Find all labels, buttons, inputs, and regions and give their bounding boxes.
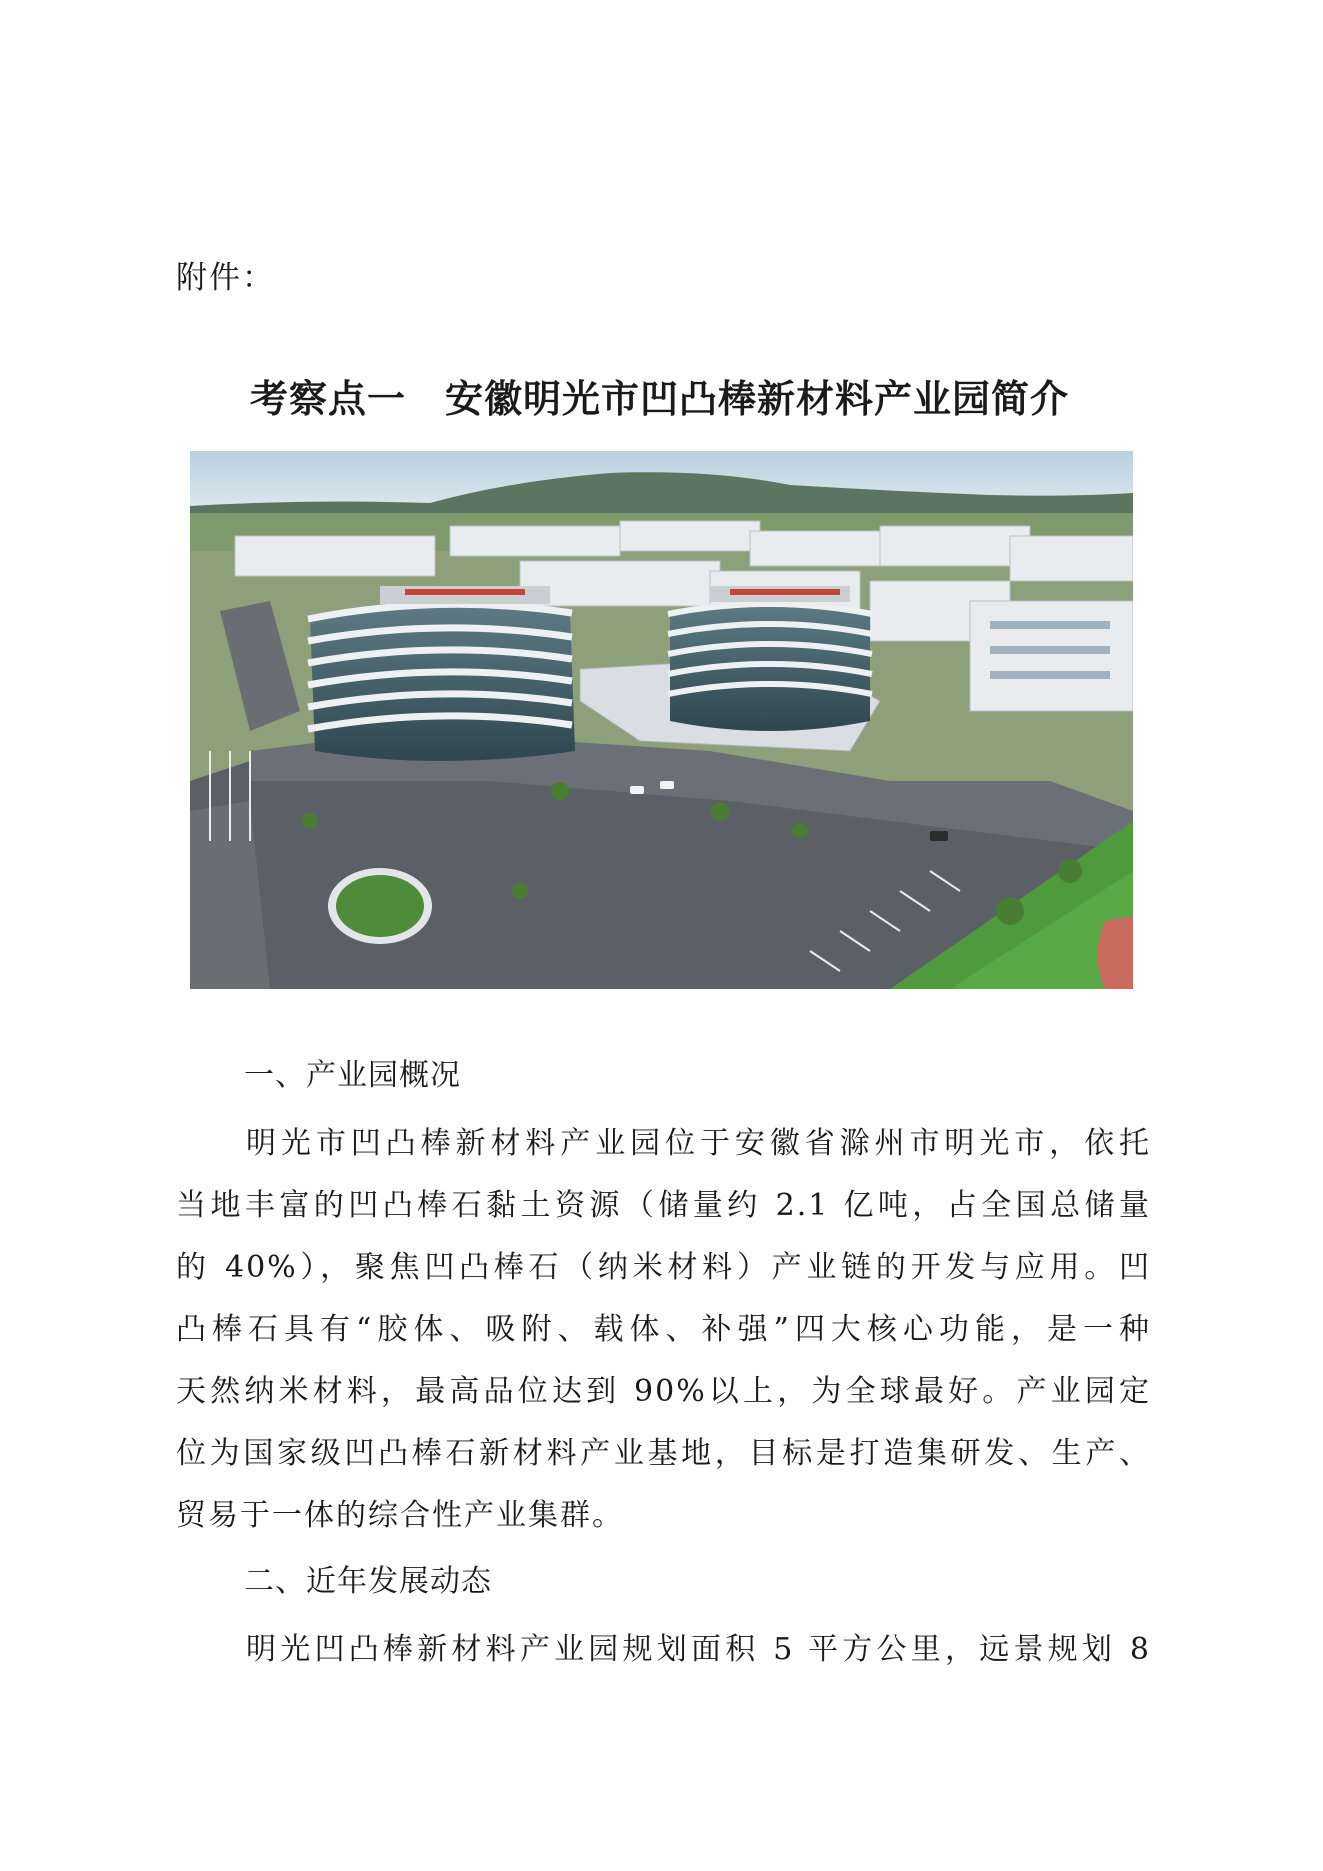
paragraph-line: 明光市凹凸棒新材料产业园位于安徽省滁州市明光市，依托 bbox=[246, 1126, 1151, 1161]
paragraph-line: 贸易于一体的综合性产业集群。 bbox=[176, 1498, 624, 1533]
page-title: 考察点一 安徽明光市凹凸棒新材料产业园简介 bbox=[250, 377, 1070, 421]
attachment-label: 附件： bbox=[176, 260, 275, 296]
section-heading-overview: 一、产业园概况 bbox=[244, 1058, 461, 1093]
paragraph-line: 凸棒石具有“胶体、吸附、载体、补强”四大核心功能，是一种 bbox=[176, 1312, 1151, 1347]
paragraph-line: 明光凹凸棒新材料产业园规划面积 5 平方公里，远景规划 8 bbox=[246, 1632, 1151, 1667]
paragraph-line: 位为国家级凹凸棒石新材料产业基地，目标是打造集研发、生产、 bbox=[176, 1436, 1151, 1471]
industrial-park-aerial-photo bbox=[190, 451, 1133, 989]
paragraph-line: 当地丰富的凹凸棒石黏土资源（储量约 2.1 亿吨，占全国总储量 bbox=[176, 1188, 1151, 1223]
section-heading-recent-developments: 二、近年发展动态 bbox=[244, 1564, 492, 1599]
paragraph-line: 的 40%），聚焦凹凸棒石（纳米材料）产业链的开发与应用。凹 bbox=[176, 1250, 1151, 1285]
paragraph-line: 天然纳米材料，最高品位达到 90%以上，为全球最好。产业园定 bbox=[176, 1374, 1151, 1409]
